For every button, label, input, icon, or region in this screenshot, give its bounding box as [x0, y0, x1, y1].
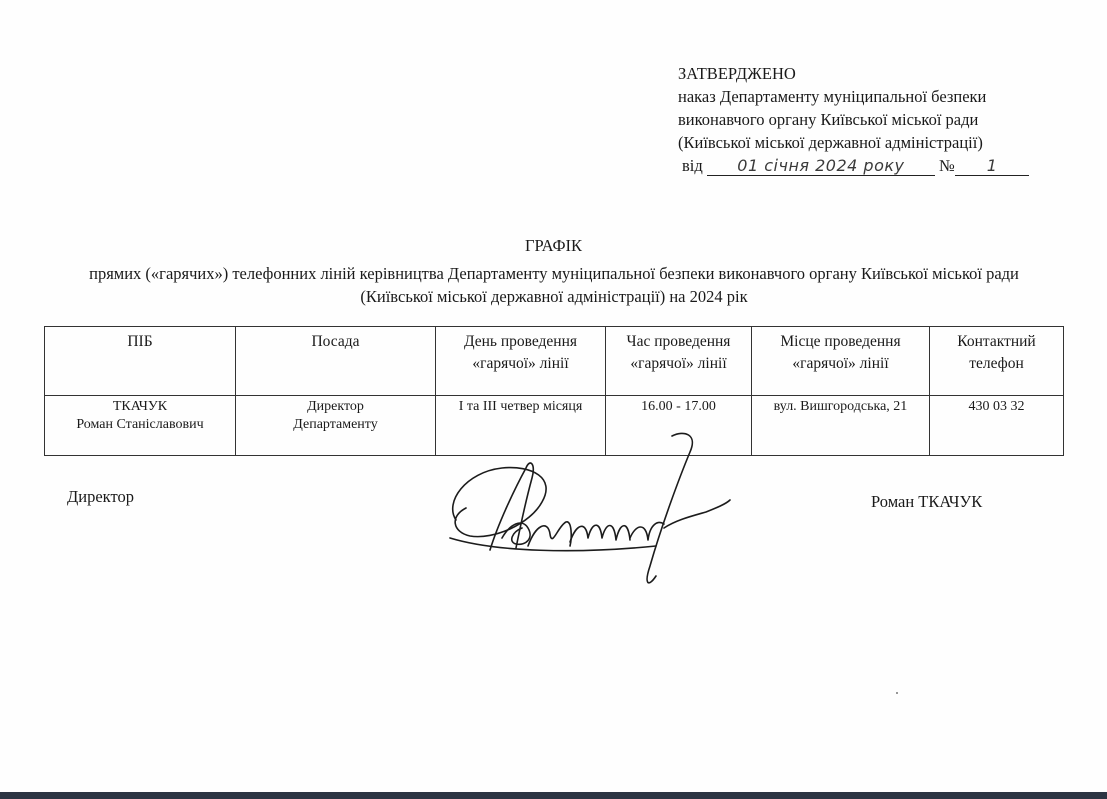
approval-date-line	[682, 154, 1029, 177]
handwritten-signature	[436, 428, 736, 598]
number-prefix: №	[939, 156, 955, 175]
approval-line-3: (Київської міської державної адміністрації)	[678, 133, 983, 152]
approval-stamp	[678, 62, 1029, 177]
approval-heading: ЗАТВЕРДЖЕНО	[678, 64, 796, 83]
cell-name-given: Роман Станіславович	[76, 417, 204, 432]
document-title: ГРАФІК	[524, 236, 583, 255]
cell-day: І та ІІІ четвер місяця	[436, 396, 606, 456]
cell-time: 16.00 - 17.00	[606, 396, 752, 456]
header-day: День проведення «гарячої» лінії	[436, 327, 606, 396]
approval-line-1: наказ Департаменту муніципальної безпеки	[678, 87, 987, 106]
header-name: ПІБ	[45, 327, 236, 396]
date-prefix: від	[682, 156, 703, 175]
bottom-edge-strip	[0, 792, 1107, 799]
handwritten-number: 1	[955, 157, 1029, 176]
cell-position-line-2: Департаменту	[293, 417, 378, 432]
header-position: Посада	[236, 327, 436, 396]
header-time: Час проведення «гарячої» лінії	[606, 327, 752, 396]
header-phone: Контактний телефон	[930, 327, 1064, 396]
table-header-row	[45, 327, 1064, 396]
scan-speck	[896, 692, 898, 694]
director-title: Директор	[67, 487, 134, 506]
cell-name	[45, 396, 236, 456]
director-name: Роман ТКАЧУК	[871, 492, 983, 511]
handwritten-date: 01 січня 2024 року	[707, 157, 935, 176]
cell-position-line-1: Директор	[307, 399, 364, 414]
cell-phone: 430 03 32	[930, 396, 1064, 456]
document-subtitle: прямих («гарячих») телефонних ліній керівництва Департаменту муніципальної безпеки виконавчого органу Київської міської ради (Київської міської державної адміністрації) на 2024 рік	[89, 264, 1019, 306]
cell-place: вул. Вишгородська, 21	[752, 396, 930, 456]
header-place: Місце проведення «гарячої» лінії	[752, 327, 930, 396]
approval-line-2: виконавчого органу Київської міської ради	[678, 110, 979, 129]
cell-position	[236, 396, 436, 456]
cell-name-surname: ТКАЧУК	[112, 399, 168, 414]
